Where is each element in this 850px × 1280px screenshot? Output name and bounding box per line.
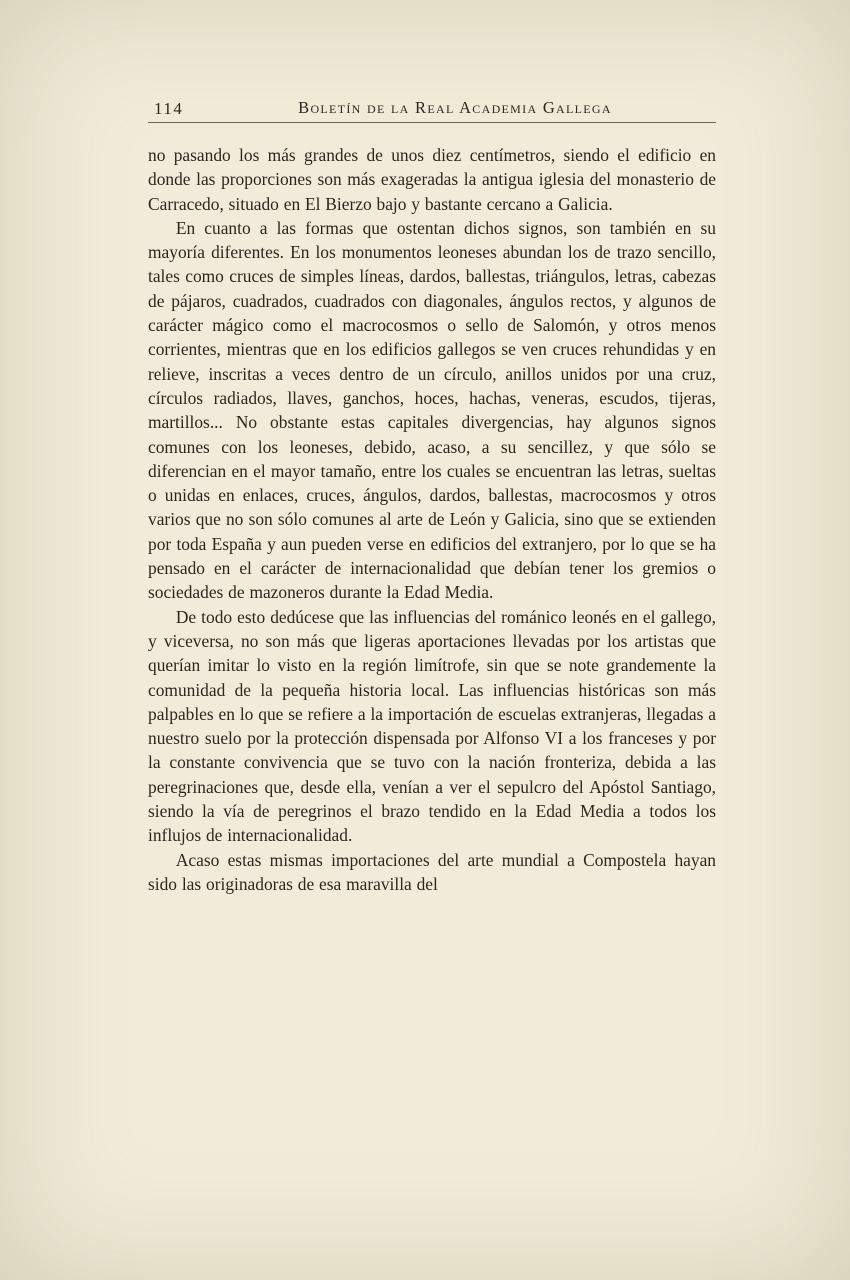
body-paragraph: De todo esto dedúcese que las influencias del románico leonés en el gallego, y viceversa, no son más que ligeras aportaciones llevadas por los artistas que querían imitar lo visto en la región limítrofe, sin que se note grandemente la comunidad de la pequeña historia local. Las influencias históricas son más palpables en lo que se refiere a la importación de escuelas extranjeras, llegadas a nuestro suelo por la protección dispensada por Alfonso VI a los franceses y por la constante convivencia que se tuvo con la nación fronteriza, debida a las peregrinaciones que, desde ella, venían a ver el sepulcro del Apóstol Santiago, siendo la vía de peregrinos el brazo tendido en la Edad Media a todos los influjos de internacionalidad.: [148, 606, 716, 846]
journal-title: Boletín de la Real Academia Gallega: [298, 98, 612, 117]
text-block: [148, 98, 716, 896]
body-paragraph: Acaso estas mismas importaciones del arte mundial a Compostela hayan sido las originadoras de esa maravilla del: [148, 849, 716, 894]
body-paragraph: En cuanto a las formas que ostentan dichos signos, son también en su mayoría diferentes. En los monumentos leoneses abundan los de trazo sencillo, tales como cruces de simples líneas, dardos, ballestas, triángulos, letras, cabezas de pájaros, cuadrados, cuadrados con diagonales, ángulos rectos, y algunos de carácter mágico como el macrocosmos o sello de Salomón, y otros menos corrientes, mientras que en los edificios gallegos se ven cruces rehundidas y en relieve, inscritas a veces dentro de un círculo, anillos unidos por una cruz, círculos radiados, llaves, ganchos, hoces, hachas, veneras, escudos, tijeras, martillos... No obstante estas capitales divergencias, hay algunos signos comunes con los leoneses, debido, acaso, a su sencillez, y que sólo se diferencian en el mayor tamaño, entre los cuales se encuentran las letras, sueltas o unidas en enlaces, cruces, ángulos, dardos, ballestas, macrocosmos y otros varios que no son sólo comunes al arte de León y Galicia, sino que se extienden por toda España y aun pueden verse en edificios del extranjero, por lo que se ha pensado en el carácter de internacionalidad que debían tener los gremios o sociedades de mazoneros durante la Edad Media.: [148, 217, 716, 603]
body-paragraph: no pasando los más grandes de unos diez centímetros, siendo el edificio en donde las proporciones son más exageradas la antigua iglesia del monasterio de Carracedo, situado en El Bierzo bajo y bastante cercano a Galicia.: [148, 145, 716, 214]
page-number: 114: [154, 99, 184, 118]
body-text: [148, 143, 716, 896]
page-header: [148, 98, 716, 123]
